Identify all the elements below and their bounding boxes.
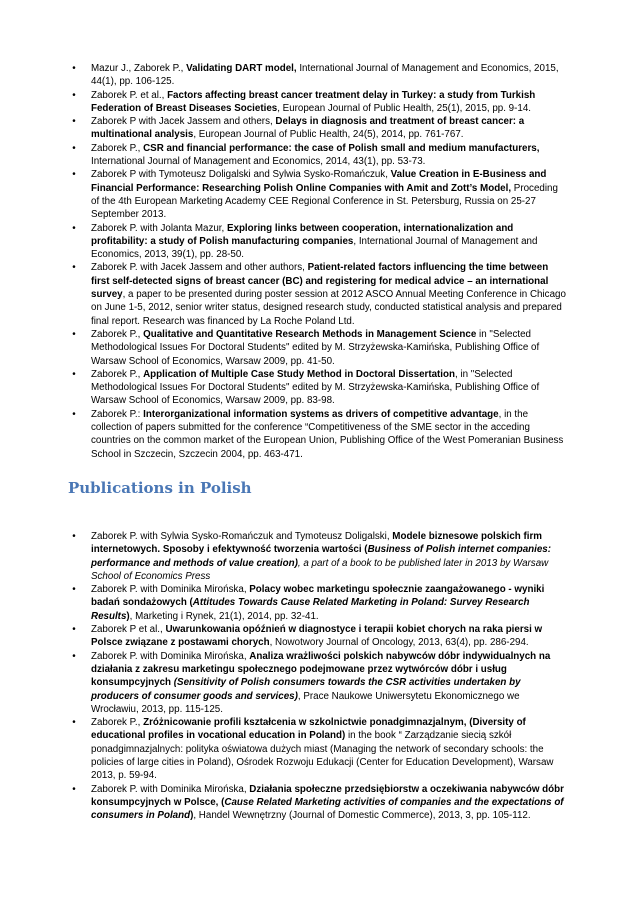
bullet-icon: • [72, 262, 76, 274]
bullet-icon: • [72, 142, 76, 154]
bullet-icon: • [72, 783, 76, 795]
bullet-icon: • [72, 531, 76, 542]
list-item: • Zaborek P with Tymoteusz Doligalski and Sylwia Sysko-Romańczuk, Value Creation in E-Business and Financial Performance: Researching Polish Online Companies with Amit and Zott’s Model, Proceding of the 4th European Marketing Academy CEE Regional Conference in St. Petersburg, Russia on 25-27 September 2013. [68, 168, 568, 221]
bullet-icon: • [72, 222, 76, 234]
bullet-icon: • [72, 89, 76, 101]
list-item: • Zaborek P. with Dominika Mirońska, Polacy wobec marketingu społecznie zaangażowanego - wyniki badań sondażowych (Attitudes Towards Cause Related Marketing in Poland: Survey Research Results), Marketing i Rynek, 21(1), 2014, pp. 32-41. [68, 583, 568, 623]
list-item: • Zaborek P.: Interorganizational information systems as drivers of competitive advantage, in the collection of papers submitted for the conference “Competitiveness of the SME sector in the acceding countries on the common market of the European Union, Publishing Office of the West Pomeranian Business School in Szczecin, Szczecin 2004, pp. 463-471. [68, 408, 568, 461]
bullet-icon: • [72, 63, 76, 74]
list-item: • Mazur J., Zaborek P., Validating DART model, International Journal of Management and Economics, 2015, 44(1), pp. 106-125. [68, 62, 568, 89]
bullet-icon: • [72, 116, 76, 128]
polish-publications-list [68, 530, 568, 823]
english-publications-list [68, 62, 568, 461]
bullet-icon: • [72, 584, 76, 596]
list-item: • Zaborek P., Zróżnicowanie profili kształcenia w szkolnictwie ponadgimnazjalnym, (Diversity of educational profiles in vocational education in Poland) in the book “ Zarządzanie siecią szkół ponadgimnazjalnych: polityka oświatowa dużych miast (Managing the network of secondary schools: the policies of large cities in Poland), Ośrodek Rozwoju Edukacji (Center for Education Development), Warsaw 2013, p. 59-94. [68, 716, 568, 782]
list-item: • Zaborek P., CSR and financial performance: the case of Polish small and medium manufacturers, International Journal of Management and Economics, 2014, 43(1), pp. 53-73. [68, 142, 568, 169]
list-item: • Zaborek P., Application of Multiple Case Study Method in Doctoral Dissertation, in "Selected Methodological Issues For Doctoral Students" edited by M. Strzyżewska-Kamińska, Publishing Office of Warsaw School of Economics, Warsaw 2009, pp. 83-98. [68, 368, 568, 408]
bullet-icon: • [72, 624, 76, 636]
bullet-icon: • [72, 368, 76, 380]
bullet-icon: • [72, 408, 76, 420]
list-item: • Zaborek P. with Jacek Jassem and other authors, Patient-related factors influencing the time between first self-detected signs of breast cancer (BC) and registering for medical advice – an international survey, a paper to be presented during poster session at 2012 ASCO Annual Meeting Conference in Chicago on June 1-5, 2012, senior writer status, designed research study, conducted statistical analysis and prepared final report. Research was financed by La Roche Poland Ltd. [68, 261, 568, 327]
list-item: • Zaborek P et al., Uwarunkowania opóźnień w diagnostyce i terapii kobiet chorych na raka piersi w Polsce związane z postawami chorych, Nowotwory Journal of Oncology, 2013, 63(4), pp. 286-294. [68, 623, 568, 650]
list-item: • Zaborek P. with Sylwia Sysko-Romańczuk and Tymoteusz Doligalski, Modele biznesowe polskich firm internetowych. Sposoby i efektywność tworzenia wartości (Business of Polish internet companies: performance and methods of value creation), a part of a book to be published later in 2013 by Warsaw School of Economics Press [68, 530, 568, 583]
list-item: • Zaborek P., Qualitative and Quantitative Research Methods in Management Science in "Selected Methodological Issues For Doctoral Students" edited by M. Strzyżewska-Kamińska, Publishing Office of Warsaw School of Economics, Warsaw 2009, pp. 41-50. [68, 328, 568, 368]
list-item: • Zaborek P. with Dominika Mirońska, Działania społeczne przedsiębiorstw a oczekiwania nabywców dóbr konsumpcyjnych w Polsce, (Cause Related Marketing activities of companies and the expectations of consumers in Poland), Handel Wewnętrzny (Journal of Domestic Commerce), 2013, 3, pp. 105-112. [68, 783, 568, 823]
bullet-icon: • [72, 328, 76, 340]
bullet-icon: • [72, 717, 76, 729]
section-heading-polish: Publications in Polish [68, 479, 252, 497]
bullet-icon: • [72, 169, 76, 181]
list-item: • Zaborek P with Jacek Jassem and others, Delays in diagnosis and treatment of breast cancer: a multinational analysis, European Journal of Public Health, 24(5), 2014, pp. 761-767. [68, 115, 568, 142]
list-item: • Zaborek P. with Jolanta Mazur, Exploring links between cooperation, internationalization and profitability: a study of Polish manufacturing companies, International Journal of Management and Economics, 2013, 39(1), pp. 28-50. [68, 222, 568, 262]
list-item: • Zaborek P. with Dominika Mirońska, Analiza wrażliwości polskich nabywców dóbr indywidualnych na działania z zakresu marketingu społecznego podejmowane przez wytwórców dóbr i usług konsumpcyjnych (Sensitivity of Polish consumers towards the CSR activities undertaken by producers of consumer goods and services), Prace Naukowe Uniwersytetu Ekonomicznego we Wrocławiu, 2013, pp. 115-125. [68, 650, 568, 716]
bullet-icon: • [72, 650, 76, 662]
list-item: • Zaborek P. et al., Factors affecting breast cancer treatment delay in Turkey: a study from Turkish Federation of Breast Diseases Societies, European Journal of Public Health, 25(1), 2015, pp. 9-14. [68, 89, 568, 116]
